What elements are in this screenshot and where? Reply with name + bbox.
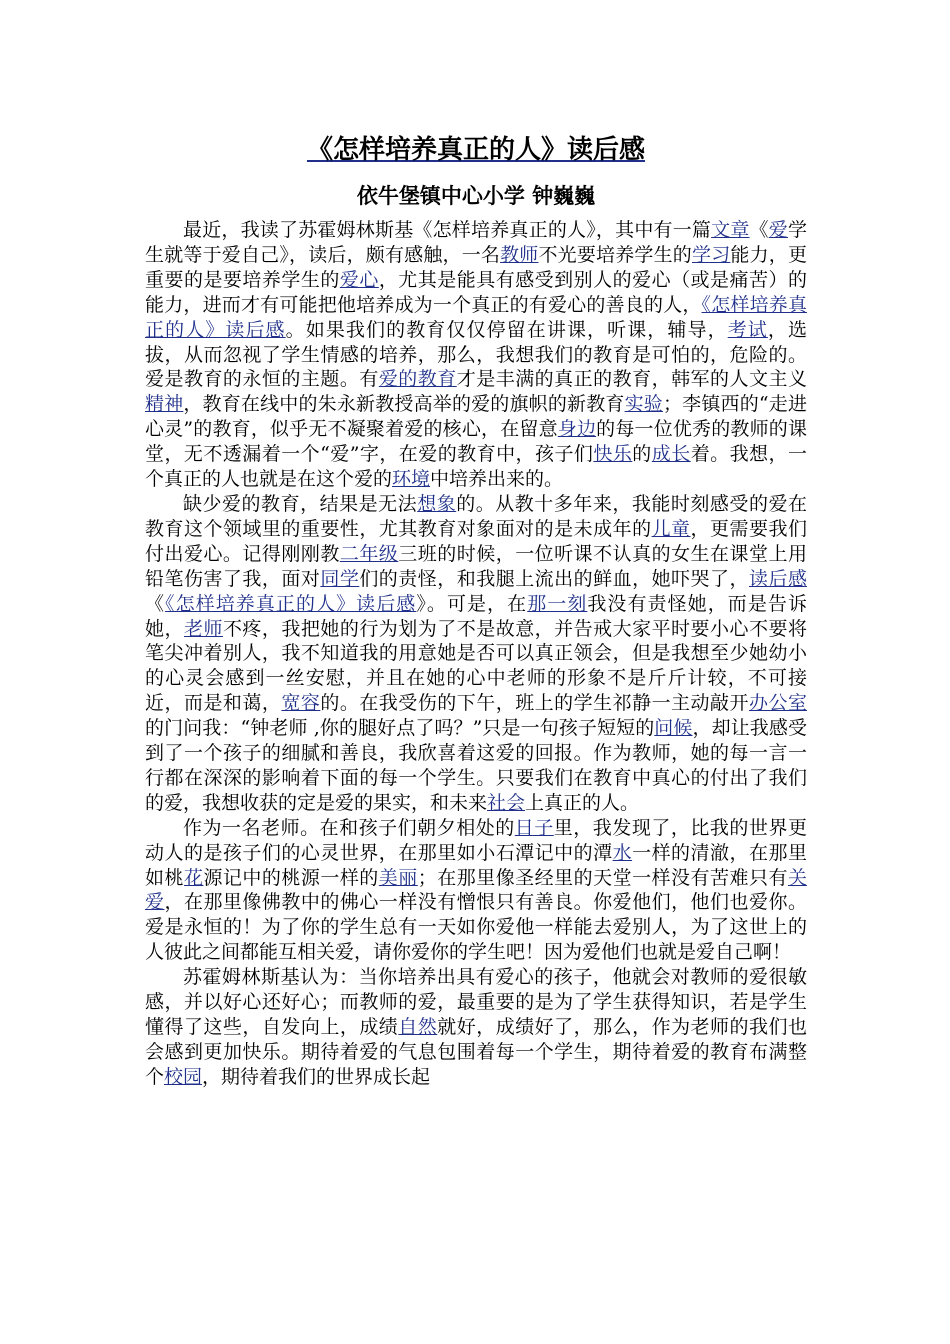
inline-link[interactable]: 精神	[145, 393, 184, 416]
paragraph-text: 才是丰满的真正的教育，韩军的人文主义	[456, 368, 807, 391]
inline-link[interactable]: 想象	[417, 492, 457, 515]
document-page	[145, 128, 807, 1090]
paragraph-text: 着。我想，一个真正的人也就是在这个爱的	[145, 443, 807, 491]
paragraph-text: 的。从教十多年来，我能时刻感受的爱在教育这个领域里的重要性，尤其教育对象面对的是未成年的	[145, 492, 807, 540]
paragraph-text: 缺少爱的教育，结果是无法	[183, 492, 418, 515]
paragraph	[145, 218, 807, 492]
paragraph-text: 苏霍姆林斯基认为：当你培养出具有爱心的孩子，他就会对教师的爱很敏感，并以好心还好心；而教师的爱，最重要的是为了学生获得知识，若是学生懂得了这些，自发向上，成绩	[145, 966, 807, 1038]
paragraph-text: 能力，更重要的是要培养学生的	[145, 243, 807, 291]
inline-link[interactable]: 校园	[164, 1065, 203, 1088]
inline-link[interactable]: 儿童	[651, 517, 691, 540]
inline-link[interactable]: 那一刻	[527, 592, 588, 615]
paragraph-text: 上真正的人。	[525, 791, 640, 814]
inline-link[interactable]: 关爱	[145, 866, 807, 914]
inline-link[interactable]: 考试	[727, 318, 768, 341]
inline-link[interactable]: 美丽	[378, 866, 418, 889]
inline-link[interactable]: 老师	[183, 617, 223, 640]
paragraph-text: 里，我发现了，比我的世界更动人的是孩子们的心灵世界，在那里如小石潭记中的潭	[145, 816, 807, 864]
paragraph-text: 一样的清澈，在那里如桃	[145, 841, 807, 889]
paragraph-text: ，尤其是能具有感受到别人的爱心（或是痛苦）的能力，进而才有可能把他培养成为一个真正的有爱心的善良的人，	[145, 268, 807, 316]
inline-link[interactable]: 教师	[500, 243, 539, 266]
paragraph-text: 《	[749, 219, 769, 241]
paragraph-text: 学生就等于爱自己》，读后，颇有感触，一名	[145, 219, 807, 266]
inline-link[interactable]: 社会	[487, 791, 526, 814]
paragraph-text: 三班的时候，一位听课不认真的女生在课堂上用铅笔伤害了我，面对	[145, 542, 807, 590]
inline-link[interactable]: 宽容	[281, 692, 321, 715]
paragraph-text: 源记中的桃源一样的	[203, 866, 379, 889]
paragraph	[145, 816, 807, 965]
paragraph-text: 我没有责怪她，而是告诉她，	[145, 592, 807, 640]
paragraph-text: 》。可是，在	[416, 592, 528, 615]
inline-link[interactable]: 《怎样培养真正的人》读后感	[165, 592, 417, 615]
paragraph-text: 作为一名老师。在和孩子们朝夕相处的	[183, 816, 515, 839]
inline-link[interactable]: 成长	[651, 443, 691, 466]
inline-link[interactable]: 身边	[557, 418, 597, 441]
paragraph-text: 中培养出来的。	[430, 468, 564, 491]
inline-link[interactable]: 自然	[398, 1016, 438, 1038]
paragraph-text: 的	[632, 443, 652, 466]
paragraph-text: ；李镇西的“走进心灵”的教育，似乎无不凝聚着爱的核心，在留意	[145, 393, 807, 441]
inline-link[interactable]: 学习	[692, 243, 731, 266]
paragraph-text: 们的责怪，和我腿上流出的鲜血，她吓哭了，	[359, 567, 749, 590]
document-body	[145, 218, 807, 1090]
inline-link[interactable]: 爱心	[339, 268, 379, 291]
paragraph-text: 就好，成绩好了，那么，作为老师的我们也会感到更加快乐。期待着爱的气息包围着每一个学生，期待着爱的教育布满整个	[145, 1016, 807, 1088]
paragraph-text: 的门问我：“钟老师 ,你的腿好点了吗？”只是一句孩子短短的	[145, 717, 655, 740]
paragraph-text: 《	[145, 592, 166, 615]
inline-link[interactable]: 环境	[392, 468, 431, 491]
paragraph-text: ，期待着我们的世界成长起	[202, 1065, 431, 1088]
document-author: 依牛堡镇中心小学 钟巍巍	[356, 183, 596, 208]
inline-link[interactable]: 同学	[320, 567, 360, 590]
inline-link[interactable]: 《怎样培养真正的人》读后感	[145, 293, 807, 341]
paragraph-text: ，教育在线中的朱永新教授高举的爱的旗帜的新教育	[183, 393, 625, 416]
paragraph-text: ，在那里像佛教中的佛心一样没有憎恨只有善良。你爱他们，他们也爱你。爱是永恒的！为了你的学生总有一天如你爱他一样能去爱别人，为了这世上的人彼此之间都能互相关爱，请你爱你的学生吧！因为爱他们也就是爱自己啊！	[145, 891, 807, 964]
inline-link[interactable]: 问候	[654, 717, 693, 740]
inline-link[interactable]: 实验	[624, 393, 663, 416]
paragraph-text: ，却让我感受到了一个孩子的细腻和善良，我欣喜着这爱的回报。作为教师，她的每一言一行都在深深的影响着下面的每一个学生。只要我们在教育中真心的付出了我们的爱，我想收获的定是爱的果实，和未来	[145, 717, 807, 814]
inline-link[interactable]: 爱的教育	[378, 368, 457, 391]
paragraph-text: ；在那里像圣经里的天堂一样没有苦难只有	[417, 866, 788, 889]
paragraph-text: 不光要培养学生的	[538, 243, 692, 266]
paragraph	[145, 492, 807, 816]
paragraph-text: 不疼，我把她的行为划为了不是故意，并告戒大家平时要小心不要将笔尖冲着别人，我不知道我的用意她是否可以真正领会，但是我想至少她幼小的心灵会感到一丝安慰，并且在她的心中老师的形象不是斤斤计较，不可接近，而是和蔼，	[145, 617, 807, 715]
inline-link[interactable]: 读后感	[749, 567, 807, 590]
inline-link[interactable]: 日子	[514, 816, 554, 839]
document-title	[145, 128, 807, 172]
paragraph-text: 的每一位优秀的教师的课堂，无不透漏着一个“爱”字，在爱的教育中，孩子们	[145, 418, 807, 466]
paragraph	[145, 965, 807, 1090]
paragraph-text: 最近，我读了苏霍姆林斯基《怎样培养真正的人》，其中有一篇	[183, 219, 712, 241]
inline-link[interactable]: 二年级	[339, 542, 399, 565]
inline-link[interactable]: 水	[612, 841, 633, 864]
paragraph-text: 。如果我们的教育仅仅停留在讲课，听课，辅导，	[285, 318, 728, 341]
paragraph-text: ，更需要我们付出爱心。记得刚刚教	[145, 517, 807, 565]
inline-link[interactable]: 爱	[768, 219, 788, 241]
document-title-link[interactable]: 《怎样培养真正的人》读后感	[306, 135, 645, 165]
inline-link[interactable]: 办公室	[749, 692, 807, 715]
inline-link[interactable]: 花	[183, 866, 204, 889]
inline-link[interactable]: 快乐	[593, 443, 633, 466]
paragraph-text: ，选拔，从而忽视了学生情感的培养，那么，我想我们的教育是可怕的，危险的。爱是教育的永恒的主题。有	[145, 318, 807, 391]
inline-link[interactable]: 文章	[711, 219, 750, 241]
paragraph-text: 的。在我受伤的下午，班上的学生祁静一主动敲开	[320, 692, 749, 715]
